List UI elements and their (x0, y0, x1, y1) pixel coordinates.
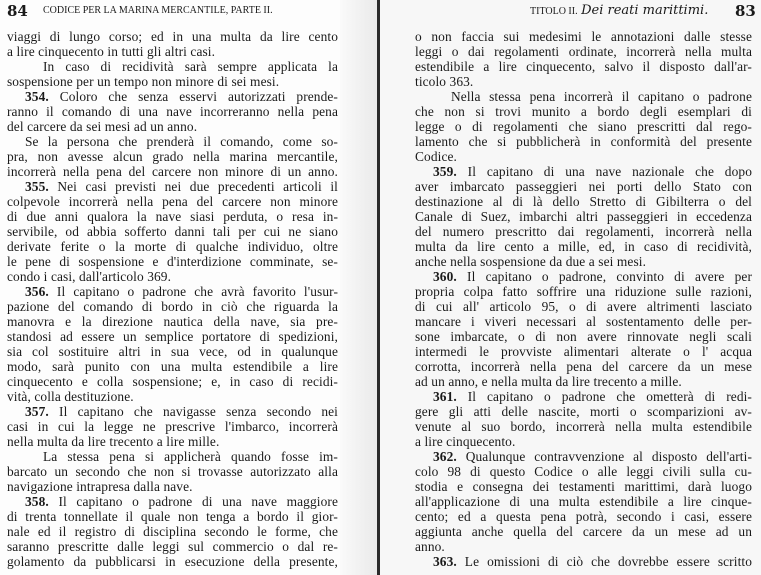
line-text: mancare i viveri necessari al sostentamento delle per- (415, 314, 752, 329)
text-line (415, 254, 752, 269)
line-text: legge o di regolamenti che siano prescritti dal rego- (415, 119, 752, 134)
line-text: Se la persona che prenderà il comando, come so- (25, 134, 338, 149)
line-text: multa da lire cento a mille, ed, in caso di recidività, (415, 239, 752, 254)
text-line (415, 299, 752, 314)
text-line (415, 59, 752, 74)
line-text: Nei casi previsti nei due precedenti articoli il (57, 179, 338, 194)
line-text: pra, non avesse alcun grado nella marina mercantile, (7, 149, 338, 164)
text-line (415, 374, 752, 389)
line-text: Qualunque contravvenzione al disposto dell'arti- (465, 449, 753, 464)
line-text: Il capitano o padrone che avrà favorito l'usur- (56, 284, 339, 299)
text-line (7, 134, 338, 149)
text-line (415, 89, 752, 104)
line-text: Coloro che senza esservi autorizzati prende- (59, 89, 338, 104)
line-text: standosi ad essere un semplice portatore di spedizioni, (7, 329, 338, 344)
line-text: che non si trovi munito a bordo degli esemplari di (415, 104, 752, 119)
page-body (415, 29, 752, 569)
text-line (415, 434, 752, 449)
text-line (415, 44, 752, 59)
running-head: CODICE PER LA MARINA MERCANTILE, PARTE II. (43, 5, 273, 16)
line-text: lamento che si pubblicherà in conformità del presente (415, 134, 752, 149)
line-text: servibile, od abbia sofferto danni tali per cui ne siano (7, 224, 338, 239)
line-text: condo i casi, dall'articolo 369. (7, 269, 172, 284)
text-line (415, 134, 752, 149)
text-line (7, 404, 338, 419)
line-text: Il capitano che navigasse senza secondo nei (59, 404, 338, 419)
line-text: aver imbarcato passeggieri nei porti dello Stato con (415, 179, 752, 194)
line-text: La stessa pena si applicherà quando fosse im- (43, 449, 338, 464)
text-line (415, 74, 752, 89)
article-number: 362. (433, 449, 457, 464)
article-number: 355. (25, 179, 49, 194)
line-text: anno. (415, 539, 445, 554)
article-number: 361. (433, 389, 457, 404)
text-line (415, 179, 752, 194)
line-text: vità, colla destituzione. (7, 389, 134, 404)
text-line (7, 119, 338, 134)
article-number: 359. (433, 164, 457, 179)
article-number: 363. (433, 554, 457, 569)
article-number: 357. (25, 404, 49, 419)
text-line (7, 179, 338, 194)
line-text: stodia e consegna dei testamenti marittimi, darà luogo (415, 479, 752, 494)
line-text: ad un anno, e nella multa da lire trecento a mille. (415, 374, 682, 389)
page-number: 84 (7, 2, 28, 20)
line-text: Canale di Suez, imbarchi altri passeggieri in eccedenza (415, 209, 752, 224)
article-number: 356. (25, 284, 49, 299)
text-line (415, 104, 752, 119)
line-text: golamento da pubblicarsi in esecuzione della presente, (7, 554, 338, 569)
text-line (415, 539, 752, 554)
line-text: propria colpa fatto soffrire una riduzione sulle razioni, (415, 284, 752, 299)
text-line (415, 404, 752, 419)
text-line (415, 419, 752, 434)
text-line (7, 224, 338, 239)
line-text: di due anni qualora la nave siasi perduta, o resa in- (7, 209, 338, 224)
text-line (7, 284, 338, 299)
line-text: casi in cui la legge ne prescrive l'imbarco, incorrerà (7, 419, 338, 434)
text-line (415, 449, 752, 464)
running-head-title: TITOLO II. (530, 6, 578, 17)
text-line (7, 419, 338, 434)
line-text: Il capitano o padrone che ometterà di redi- (467, 389, 752, 404)
text-line (415, 119, 752, 134)
line-text: Nella stessa pena incorrerà il capitano o padrone (451, 89, 752, 104)
text-line (415, 239, 752, 254)
text-line (415, 269, 752, 284)
line-text: modo, sarà punito con una multa estendibile a lire (7, 359, 338, 374)
article-number: 354. (25, 89, 49, 104)
line-text: cinquecento e colla sospensione; e, in caso di recidi- (7, 374, 338, 389)
text-line (7, 299, 338, 314)
text-line (415, 329, 752, 344)
line-text: nella multa da lire trecento a lire mille. (7, 434, 220, 449)
line-text: del numero prescritto dai regolamenti, incorrerà nella (415, 224, 752, 239)
text-line (7, 329, 338, 344)
page-number: 83 (735, 2, 756, 20)
text-line (7, 509, 338, 524)
text-line (415, 359, 752, 374)
line-text: derivate ferite o la morte di qualche individuo, oltre (7, 239, 338, 254)
text-line (7, 554, 338, 569)
line-text: venute al suo bordo, incorrerà nella multa estendibile (415, 419, 752, 434)
article-number: 360. (433, 269, 457, 284)
text-line (7, 194, 338, 209)
text-line (7, 539, 338, 554)
line-text: cento; ed a questa pena potrà, secondo i casi, essere (415, 509, 752, 524)
line-text: barcato un secondo che non si trovasse autorizzato alla (7, 464, 338, 479)
text-line (7, 449, 338, 464)
text-line (7, 149, 338, 164)
line-text: saranno prescritte dalle leggi sul commercio o dal re- (7, 539, 338, 554)
line-text: a lire cinquecento in tutti gli altri casi. (7, 44, 216, 59)
line-text: anche nella sospensione da due a sei mesi. (415, 254, 647, 269)
line-text: In caso di recidività sarà sempre applicata la (43, 59, 338, 74)
line-text: Il capitano di una nave nazionale che dopo (467, 164, 752, 179)
text-line (7, 344, 338, 359)
line-text: Le omissioni di ciò che dovrebbe essere scritto (464, 554, 752, 569)
text-line (7, 239, 338, 254)
line-text: sospensione per un tempo non minore di sei mesi. (7, 74, 280, 89)
text-line (415, 209, 752, 224)
text-line (415, 284, 752, 299)
line-text: intermedi le provviste alimentari alterate o l' acqua (415, 344, 752, 359)
line-text: colpevole incorrerà nella pena del carcere non minore (7, 194, 338, 209)
text-line (7, 524, 338, 539)
text-line (7, 89, 338, 104)
text-line (415, 149, 752, 164)
line-text: aggiunta anche quella del carcere da un mese ad un (415, 524, 752, 539)
running-head (530, 2, 708, 20)
text-line (7, 359, 338, 374)
line-text: viaggi di lungo corso; ed in una multa da lire cento (7, 29, 338, 44)
right-page (380, 0, 761, 575)
text-line (415, 164, 752, 179)
line-text: pazione del comando di bordo in ciò che riguarda la (7, 299, 338, 314)
line-text: navigazione intrapresa dalla nave. (7, 479, 193, 494)
line-text: corrotta, incorrerà nella pena del carcere da un mese (415, 359, 752, 374)
text-line (415, 509, 752, 524)
line-text: del carcere da sei mesi ad un anno. (7, 119, 198, 134)
line-text: ranno il comando di una nave incorreranno nella pena (7, 104, 338, 119)
text-line (7, 434, 338, 449)
line-text: destinazione al di là dello Stretto di Gibilterra o del (415, 194, 752, 209)
text-line (415, 524, 752, 539)
text-line (7, 164, 338, 179)
text-line (415, 464, 752, 479)
text-line (7, 389, 338, 404)
text-line (415, 389, 752, 404)
text-line (415, 314, 752, 329)
line-text: Il capitano o padrone di una nave maggiore (58, 494, 338, 509)
line-text: all'applicazione di una multa estendibile a lire cinque- (415, 494, 752, 509)
text-line (7, 44, 338, 59)
line-text: o non faccia sui medesimi le annotazioni dalle stesse (415, 29, 752, 44)
line-text: colo 98 di questo Codice o alle leggi civili sulla cu- (415, 464, 752, 479)
line-text: leggi o dai regolamenti ordinate, incorrerà nella multa (415, 44, 752, 59)
text-line (7, 29, 338, 44)
text-line (7, 59, 338, 74)
text-line (415, 224, 752, 239)
line-text: sone imbarcate, o di non avere rinnovate negli scali (415, 329, 752, 344)
line-text: manovra e la direzione nautica della nave, sia pre- (7, 314, 338, 329)
line-text: ticolo 363. (415, 74, 474, 89)
text-line (7, 74, 338, 89)
text-line (415, 554, 752, 569)
text-line (415, 194, 752, 209)
line-text: Codice. (415, 149, 457, 164)
text-line (7, 374, 338, 389)
line-text: a lire cinquecento. (415, 434, 516, 449)
article-number: 358. (25, 494, 49, 509)
text-line (7, 104, 338, 119)
text-line (7, 269, 338, 284)
page-body (7, 29, 338, 569)
text-line (415, 494, 752, 509)
text-line (7, 464, 338, 479)
text-line (7, 314, 338, 329)
text-line (415, 344, 752, 359)
text-line (7, 479, 338, 494)
line-text: Il capitano o padrone, convinto di avere per (467, 269, 753, 284)
text-line (415, 29, 752, 44)
running-head-subtitle: Dei reati marittimi. (581, 3, 709, 18)
text-line (415, 479, 752, 494)
text-line (7, 494, 338, 509)
line-text: incorrerà nella pena del carcere non minore di un anno. (7, 164, 338, 179)
line-text: estendibile a lire cinquecento, salvo il disposto dall'ar- (415, 59, 752, 74)
line-text: di cui all' articolo 95, o di avere altrimenti lasciato (415, 299, 752, 314)
line-text: nale ed il registro di disciplina secondo le forme, che (7, 524, 338, 539)
text-line (7, 209, 338, 224)
line-text: di trenta tonnellate il quale non tenga a bordo il gior- (7, 509, 338, 524)
text-line (7, 254, 338, 269)
line-text: gere gli atti delle nascite, morti o scomparizioni av- (415, 404, 752, 419)
gutter-shadow (340, 0, 378, 575)
line-text: le pene di sospensione e d'interdizione comminate, se- (7, 254, 338, 269)
left-page (0, 0, 380, 575)
line-text: sia col sostituire altri in sua vece, od in qualunque (7, 344, 338, 359)
